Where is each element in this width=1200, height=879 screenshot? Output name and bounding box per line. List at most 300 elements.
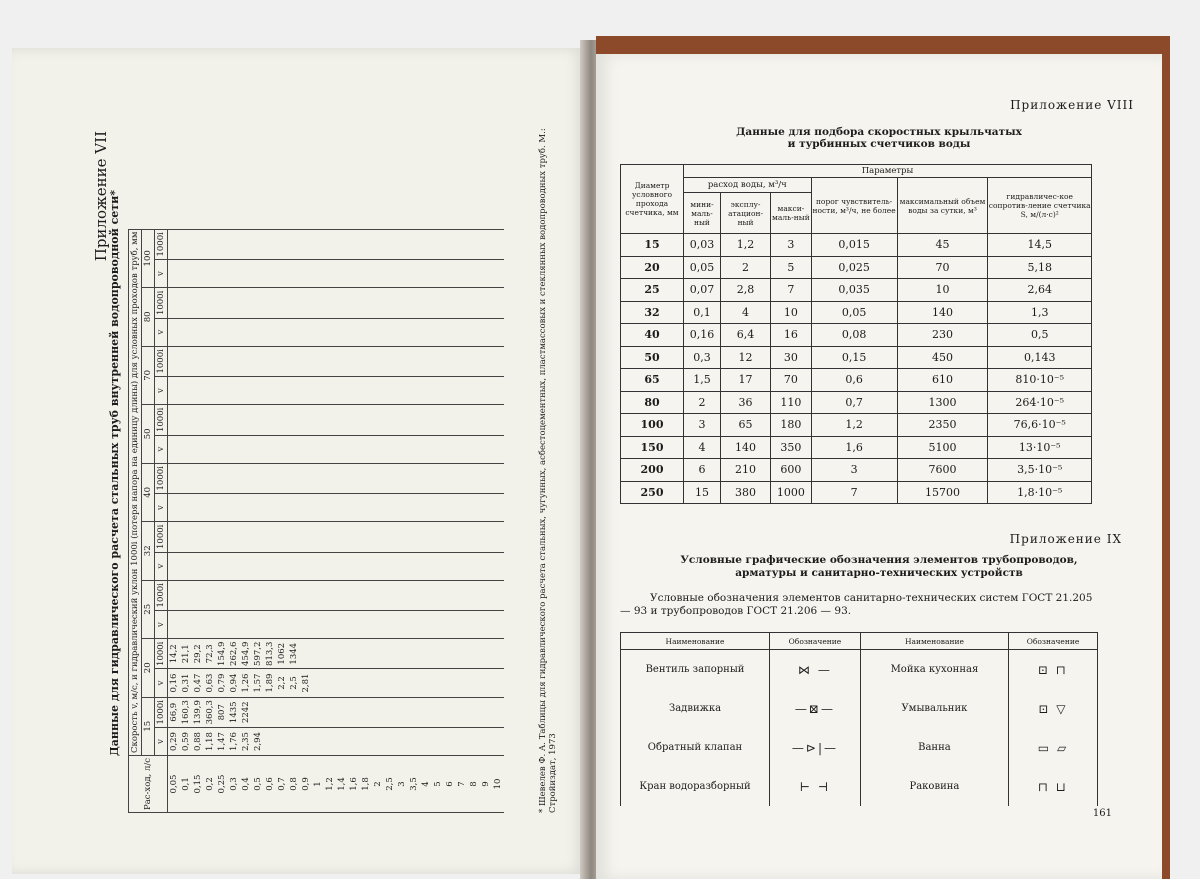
value-cell: 7 <box>771 279 811 302</box>
value-cell: 454,9 <box>240 639 252 669</box>
value-cell <box>468 405 480 435</box>
value-cell <box>420 229 432 260</box>
value-cell <box>384 727 396 755</box>
value-cell <box>276 288 288 318</box>
value-cell <box>228 405 240 435</box>
value-cell <box>288 580 300 610</box>
value-cell <box>312 494 324 522</box>
value-cell <box>264 288 276 318</box>
sub-header: v <box>155 260 168 288</box>
value-cell <box>396 377 408 405</box>
value-cell <box>492 435 504 463</box>
value-cell <box>420 377 432 405</box>
value-cell <box>456 377 468 405</box>
value-cell <box>252 288 264 318</box>
value-cell <box>168 580 181 610</box>
value-cell <box>264 727 276 755</box>
diameter-header: 25 <box>142 580 155 638</box>
sub-header: 1000i <box>155 522 168 552</box>
value-cell <box>264 318 276 346</box>
table-row <box>312 229 324 812</box>
value-cell <box>204 522 216 552</box>
value-cell <box>228 346 240 376</box>
value-cell <box>336 260 348 288</box>
flow-rate-cell: 1 <box>312 756 324 813</box>
value-cell: 12 <box>720 346 770 369</box>
value-cell <box>456 463 468 493</box>
value-cell <box>348 580 360 610</box>
diameter-header: 40 <box>142 463 155 521</box>
value-cell: 160,3 <box>180 697 192 727</box>
value-cell: 610 <box>897 369 988 392</box>
right-page <box>596 54 1162 879</box>
value-cell <box>384 318 396 346</box>
table8-title: Данные для подбора скоростных крыльчатых и турбинных счетчиков воды <box>736 126 1022 150</box>
value-cell <box>264 697 276 727</box>
value-cell: 5,18 <box>988 256 1092 279</box>
value-cell <box>432 494 444 522</box>
table-row <box>180 229 192 812</box>
value-cell <box>432 552 444 580</box>
symbol-cell: —⊳|— <box>770 728 861 767</box>
value-cell <box>384 405 396 435</box>
value-cell: 0,05 <box>811 301 897 324</box>
value-cell: 1,57 <box>252 669 264 697</box>
value-cell: 210 <box>720 459 770 482</box>
value-cell <box>300 580 312 610</box>
diameter-header: 100 <box>142 229 155 288</box>
value-cell: 6,4 <box>720 324 770 347</box>
value-cell <box>168 260 181 288</box>
value-cell <box>312 552 324 580</box>
value-cell <box>348 639 360 669</box>
value-cell <box>408 639 420 669</box>
name-cell: Мойка кухонная <box>860 650 1008 690</box>
value-cell <box>192 229 204 260</box>
value-cell <box>480 494 492 522</box>
value-cell <box>432 611 444 639</box>
value-cell: 110 <box>771 391 811 414</box>
value-cell: 0,143 <box>988 346 1092 369</box>
value-cell <box>480 377 492 405</box>
value-cell <box>372 580 384 610</box>
value-cell <box>456 494 468 522</box>
diameter-header: 70 <box>142 346 155 404</box>
value-cell <box>456 405 468 435</box>
value-cell: 17 <box>720 369 770 392</box>
table-row <box>216 229 228 812</box>
value-cell <box>348 494 360 522</box>
value-cell <box>348 435 360 463</box>
value-cell <box>480 639 492 669</box>
value-cell <box>204 229 216 260</box>
value-cell <box>384 580 396 610</box>
value-cell <box>348 463 360 493</box>
value-cell <box>372 435 384 463</box>
name-cell: Задвижка <box>621 689 770 728</box>
value-cell <box>324 288 336 318</box>
value-cell: 1,18 <box>204 727 216 755</box>
value-cell <box>300 260 312 288</box>
value-cell <box>432 669 444 697</box>
value-cell <box>372 377 384 405</box>
value-cell <box>228 229 240 260</box>
value-cell <box>480 288 492 318</box>
value-cell <box>252 463 264 493</box>
value-cell <box>420 611 432 639</box>
value-cell <box>468 288 480 318</box>
value-cell <box>360 260 372 288</box>
value-cell <box>336 377 348 405</box>
value-cell <box>264 463 276 493</box>
appendix-label-ix: Приложение IX <box>1009 532 1122 546</box>
value-cell <box>480 229 492 260</box>
diameter-cell: 250 <box>621 481 684 504</box>
value-cell <box>192 318 204 346</box>
flow-group-header: расход воды, м³/ч <box>684 178 812 193</box>
value-cell <box>396 697 408 727</box>
value-cell <box>444 639 456 669</box>
value-cell: 3 <box>811 459 897 482</box>
value-cell <box>456 346 468 376</box>
value-cell <box>180 494 192 522</box>
value-cell: 2242 <box>240 697 252 727</box>
symbol-cell: —⊠— <box>770 689 861 728</box>
value-cell: 7600 <box>897 459 988 482</box>
value-cell <box>468 229 480 260</box>
value-cell <box>444 377 456 405</box>
value-cell <box>192 405 204 435</box>
value-cell <box>240 377 252 405</box>
value-cell <box>492 611 504 639</box>
value-cell <box>192 260 204 288</box>
value-cell: 0,88 <box>192 727 204 755</box>
value-cell <box>240 260 252 288</box>
value-cell <box>240 288 252 318</box>
value-cell: 0,5 <box>988 324 1092 347</box>
value-cell <box>312 522 324 552</box>
value-cell <box>456 639 468 669</box>
symbol-cell: ⊡ ▽ <box>1009 689 1098 728</box>
value-cell: 380 <box>720 481 770 504</box>
diameter-cell: 32 <box>621 301 684 324</box>
value-cell <box>300 288 312 318</box>
value-cell <box>192 552 204 580</box>
value-cell <box>468 697 480 727</box>
flow-rate-cell: 0,2 <box>204 756 216 813</box>
value-cell <box>300 727 312 755</box>
value-cell <box>240 522 252 552</box>
value-cell <box>456 552 468 580</box>
flow-rate-cell: 0,7 <box>276 756 288 813</box>
value-cell: 3 <box>771 234 811 257</box>
diameter-cell: 100 <box>621 414 684 437</box>
value-cell <box>456 580 468 610</box>
table-row <box>621 728 1098 767</box>
value-cell <box>228 463 240 493</box>
value-cell <box>492 522 504 552</box>
table-row <box>480 229 492 812</box>
value-cell <box>240 580 252 610</box>
value-cell <box>276 435 288 463</box>
table-row <box>621 369 1092 392</box>
sub-header: 1000i <box>155 229 168 260</box>
sub-header: v <box>155 435 168 463</box>
value-cell <box>324 405 336 435</box>
value-cell <box>252 494 264 522</box>
flow-rate-cell: 10 <box>492 756 504 813</box>
value-cell <box>444 669 456 697</box>
value-cell <box>408 288 420 318</box>
value-cell: 154,9 <box>216 639 228 669</box>
value-cell: 0,59 <box>180 727 192 755</box>
symbol-cell: ⊢ ⊣ <box>770 767 861 806</box>
flow-rate-cell: 0,1 <box>180 756 192 813</box>
value-cell <box>180 435 192 463</box>
flow-rate-cell: 0,25 <box>216 756 228 813</box>
table-row <box>228 229 240 812</box>
value-cell <box>480 346 492 376</box>
value-cell <box>312 639 324 669</box>
diameter-cell: 25 <box>621 279 684 302</box>
value-cell: 0,1 <box>684 301 721 324</box>
value-cell <box>228 435 240 463</box>
value-cell: 0,79 <box>216 669 228 697</box>
value-cell: 810·10⁻⁵ <box>988 369 1092 392</box>
value-cell <box>396 611 408 639</box>
value-cell: 14,2 <box>168 639 181 669</box>
value-cell <box>276 405 288 435</box>
threshold-header: порог чувствитель-ности, м³/ч, не более <box>811 178 897 234</box>
value-cell <box>252 552 264 580</box>
value-cell <box>276 229 288 260</box>
value-cell <box>360 405 372 435</box>
value-cell <box>420 435 432 463</box>
value-cell <box>276 260 288 288</box>
value-cell <box>480 405 492 435</box>
value-cell <box>288 494 300 522</box>
value-cell <box>276 727 288 755</box>
value-cell: 139,9 <box>192 697 204 727</box>
value-cell <box>348 346 360 376</box>
value-cell: 1,3 <box>988 301 1092 324</box>
flow-rate-cell: 3,5 <box>408 756 420 813</box>
value-cell <box>360 552 372 580</box>
value-cell <box>312 697 324 727</box>
diameter-cell: 80 <box>621 391 684 414</box>
table-row <box>324 229 336 812</box>
value-cell: 7 <box>811 481 897 504</box>
value-cell: 0,63 <box>204 669 216 697</box>
table-row <box>621 414 1092 437</box>
value-cell <box>372 405 384 435</box>
value-cell <box>324 727 336 755</box>
sub-header: v <box>155 727 168 755</box>
value-cell <box>456 288 468 318</box>
value-cell: 0,7 <box>811 391 897 414</box>
value-cell: 2,81 <box>300 669 312 697</box>
value-cell <box>444 463 456 493</box>
sub-header: 1000i <box>155 639 168 669</box>
appendix-label-vii: Приложение VII <box>92 131 110 262</box>
value-cell: 2350 <box>897 414 988 437</box>
value-cell <box>456 522 468 552</box>
value-cell <box>264 580 276 610</box>
value-cell <box>276 697 288 727</box>
table-row <box>621 689 1098 728</box>
value-cell <box>336 552 348 580</box>
table-row <box>621 279 1092 302</box>
value-cell <box>396 260 408 288</box>
value-cell <box>384 346 396 376</box>
value-cell <box>432 580 444 610</box>
value-cell <box>300 405 312 435</box>
value-cell <box>456 435 468 463</box>
sub-header: 1000i <box>155 405 168 435</box>
value-cell <box>372 229 384 260</box>
flow-header: Рас-ход, л/с <box>129 756 168 813</box>
value-cell: 230 <box>897 324 988 347</box>
value-cell <box>420 552 432 580</box>
table9-title: Условные графические обозначения элементов трубопроводов, арматуры и санитарно-технических устройств <box>680 554 1078 579</box>
value-cell: 70 <box>771 369 811 392</box>
value-cell <box>480 463 492 493</box>
value-cell <box>480 522 492 552</box>
diameter-header: 50 <box>142 405 155 463</box>
value-cell <box>492 697 504 727</box>
value-cell <box>324 697 336 727</box>
value-cell <box>432 522 444 552</box>
value-cell <box>432 346 444 376</box>
value-cell <box>480 669 492 697</box>
name-cell: Ванна <box>860 728 1008 767</box>
table-row <box>192 229 204 812</box>
value-cell <box>168 377 181 405</box>
flow-rate-cell: 0,4 <box>240 756 252 813</box>
value-cell <box>408 727 420 755</box>
value-cell <box>336 494 348 522</box>
value-cell <box>228 580 240 610</box>
value-cell <box>480 552 492 580</box>
value-cell <box>180 377 192 405</box>
value-cell <box>300 697 312 727</box>
value-cell <box>444 229 456 260</box>
value-cell <box>180 522 192 552</box>
value-cell <box>168 346 181 376</box>
value-cell <box>348 727 360 755</box>
value-cell <box>336 727 348 755</box>
value-cell <box>336 522 348 552</box>
value-cell <box>240 494 252 522</box>
value-cell <box>456 727 468 755</box>
value-cell <box>348 522 360 552</box>
value-cell <box>336 435 348 463</box>
symbols-intro: Условные обозначения элементов санитарно-технических систем ГОСТ 21.205 — 93 и трубопроводов ГОСТ 21.206 — 93. <box>620 592 1093 617</box>
value-cell <box>360 669 372 697</box>
name-cell: Кран водоразборный <box>621 767 770 806</box>
value-cell <box>216 288 228 318</box>
value-cell <box>216 552 228 580</box>
value-cell <box>360 697 372 727</box>
value-cell <box>432 260 444 288</box>
value-cell: 45 <box>897 234 988 257</box>
value-cell <box>264 552 276 580</box>
value-cell <box>384 522 396 552</box>
value-cell: 0,08 <box>811 324 897 347</box>
table-row <box>621 481 1092 504</box>
value-cell <box>360 318 372 346</box>
table-row <box>252 229 264 812</box>
value-cell <box>288 405 300 435</box>
value-cell <box>312 346 324 376</box>
value-cell <box>384 463 396 493</box>
value-cell <box>372 611 384 639</box>
value-cell: 30 <box>771 346 811 369</box>
value-cell: 1,5 <box>684 369 721 392</box>
value-cell <box>420 318 432 346</box>
value-cell <box>324 260 336 288</box>
value-cell <box>372 727 384 755</box>
value-cell <box>360 580 372 610</box>
value-cell <box>336 346 348 376</box>
value-cell: 2,2 <box>276 669 288 697</box>
value-cell <box>276 580 288 610</box>
name-cell: Раковина <box>860 767 1008 806</box>
value-cell <box>252 435 264 463</box>
value-cell <box>360 494 372 522</box>
value-cell <box>204 405 216 435</box>
value-cell: 140 <box>720 436 770 459</box>
table-row <box>264 229 276 812</box>
symbols-header-sym1: Обозначение <box>770 633 861 650</box>
value-cell <box>324 639 336 669</box>
value-cell <box>300 494 312 522</box>
diameter-cell: 50 <box>621 346 684 369</box>
value-cell <box>492 405 504 435</box>
value-cell: 360,3 <box>204 697 216 727</box>
value-cell <box>408 697 420 727</box>
value-cell <box>240 552 252 580</box>
value-cell <box>168 318 181 346</box>
value-cell <box>384 435 396 463</box>
diameter-cell: 20 <box>621 256 684 279</box>
diameter-cell: 150 <box>621 436 684 459</box>
value-cell <box>168 229 181 260</box>
value-cell <box>372 639 384 669</box>
value-cell: 14,5 <box>988 234 1092 257</box>
value-cell <box>264 405 276 435</box>
value-cell <box>396 405 408 435</box>
speed-header: Скорость v, м/с, и гидравлический уклон 1000i (потеря напора на единицу длины) для условных проходов труб, мм <box>129 229 142 755</box>
diameter-cell: 200 <box>621 459 684 482</box>
value-cell <box>420 697 432 727</box>
symbols-header-sym2: Обозначение <box>1009 633 1098 650</box>
value-cell <box>432 463 444 493</box>
value-cell <box>444 522 456 552</box>
value-cell: 1,26 <box>240 669 252 697</box>
value-cell <box>168 435 181 463</box>
value-cell <box>456 229 468 260</box>
value-cell <box>180 288 192 318</box>
value-cell: 180 <box>771 414 811 437</box>
value-cell <box>264 494 276 522</box>
value-cell <box>384 611 396 639</box>
value-cell <box>492 580 504 610</box>
table-row <box>372 229 384 812</box>
value-cell <box>276 463 288 493</box>
value-cell <box>216 463 228 493</box>
value-cell <box>372 318 384 346</box>
